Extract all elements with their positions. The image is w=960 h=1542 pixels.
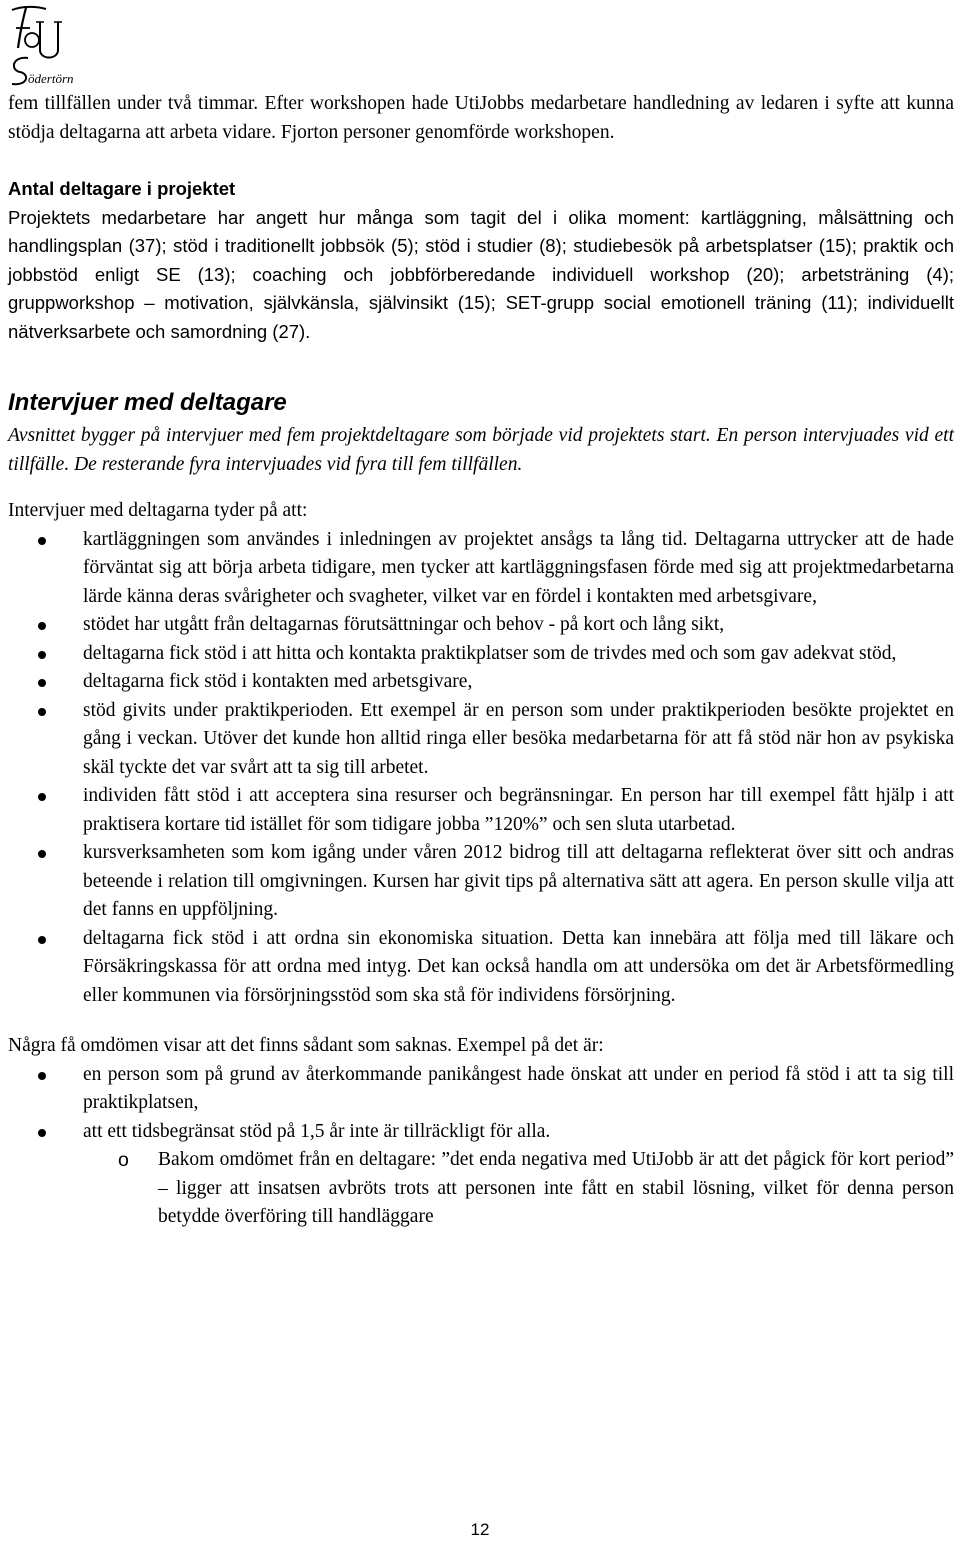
fou-sodertorn-logo	[6, 4, 86, 88]
participants-heading: Antal deltagare i projektet	[8, 178, 236, 199]
list-item: individen fått stöd i att acceptera sina resurser och begränsningar. En person har till exempel fått hjälp i att praktisera kortare tid istället för som tidigare jobba ”120%” och sen sluta utarbetad.	[8, 782, 954, 839]
findings-intro: Intervjuer med deltagarna tyder på att:	[8, 500, 308, 521]
missing-intro: Några få omdömen visar att det finns sådant som saknas. Exempel på det är:	[8, 1035, 604, 1056]
list-item: att ett tidsbegränsat stöd på 1,5 år inte är tillräckligt för alla.	[8, 1118, 954, 1147]
participants-paragraph: Projektets medarbetare har angett hur många som tagit del i olika moment: kartläggning, målsättning och handlingsplan (37); stöd i traditionellt jobbsök (5); stöd i studier (8); studiebesök på arbetsplatser (15); praktik och jobbstöd enligt SE (13); coaching och jobbförberedande individuell workshop (20); arbetsträning (4); gruppworkshop – motivation, självkänsla, självinsikt (15); SET-grupp social emotionell träning (11); individuellt nätverksarbete och samordning (27).	[8, 206, 954, 342]
sub-list-item: o Bakom omdömet från en deltagare: ”det enda negativa med UtiJobb är att det pågick för kort period” – ligger att insatsen avbröts trots att personen inte fått en stabil lösning, vilket för denna person betydde överföring till handläggare	[8, 1146, 954, 1232]
list-item: stöd givits under praktikperioden. Ett exempel är en person som under praktikperioden besökte projektet en gång i veckan. Utöver det kunde hon alltid ringa eller besöka medarbetarna för att få stöd när hon av psykiska skäl tyckte det var svårt att ta sig till arbetet.	[8, 697, 954, 783]
list-item: kartläggningen som användes i inledningen av projektet ansågs ta lång tid. Deltagarna uttrycker att de hade förväntat sig att börja arbeta tidigare, men tycker att kartläggningsfasen förde med sig att projektmedarbetarna lärde känna deras svårigheter och svagheter, vilket var en fördel i kontakten med arbetsgivare,	[8, 526, 954, 612]
document-page	[8, 90, 954, 1232]
section-title: Intervjuer med deltagare	[8, 389, 287, 416]
list-item: kursverksamheten som kom igång under våren 2012 bidrog till att deltagarna reflekterat över sitt och andras beteende i relation till omgivningen. Kursen har givit tips på alternativa sätt att agera. En person skulle vilja att det fanns en uppföljning.	[8, 839, 954, 925]
findings-list	[8, 526, 954, 1011]
list-item: deltagarna fick stöd i att hitta och kontakta praktikplatser som de trivdes med och som gav adekvat stöd,	[8, 640, 954, 669]
list-item: en person som på grund av återkommande panikångest hade önskat att under en period få stöd i att ta sig till praktikplatsen,	[8, 1061, 954, 1118]
missing-sub-list	[8, 1146, 954, 1232]
svg-text:ödertörn: ödertörn	[28, 71, 74, 86]
list-item: stödet har utgått från deltagarnas förutsättningar och behov - på kort och lång sikt,	[8, 611, 954, 640]
list-item: deltagarna fick stöd i kontakten med arbetsgivare,	[8, 668, 954, 697]
list-item: deltagarna fick stöd i att ordna sin ekonomiska situation. Detta kan innebära att följa med till läkare och Försäkringskassa för att ordna med intyg. Det kan också handla om att undersöka om det är Arbetsförmedling eller kommunen via försörjningsstöd som ska stå för individens försörjning.	[8, 925, 954, 1011]
missing-list	[8, 1061, 954, 1147]
page-number: 12	[470, 1520, 490, 1539]
section-lead: Avsnittet bygger på intervjuer med fem projektdeltagare som började vid projektets start. En person intervjuades vid ett tillfälle. De resterande fyra intervjuades vid fyra till fem tillfällen.	[8, 425, 954, 475]
intro-paragraph: fem tillfällen under två timmar. Efter workshopen hade UtiJobbs medarbetare handledning av ledaren i syfte att kunna stödja deltagarna att arbeta vidare. Fjorton personer genomförde workshopen.	[8, 93, 954, 143]
